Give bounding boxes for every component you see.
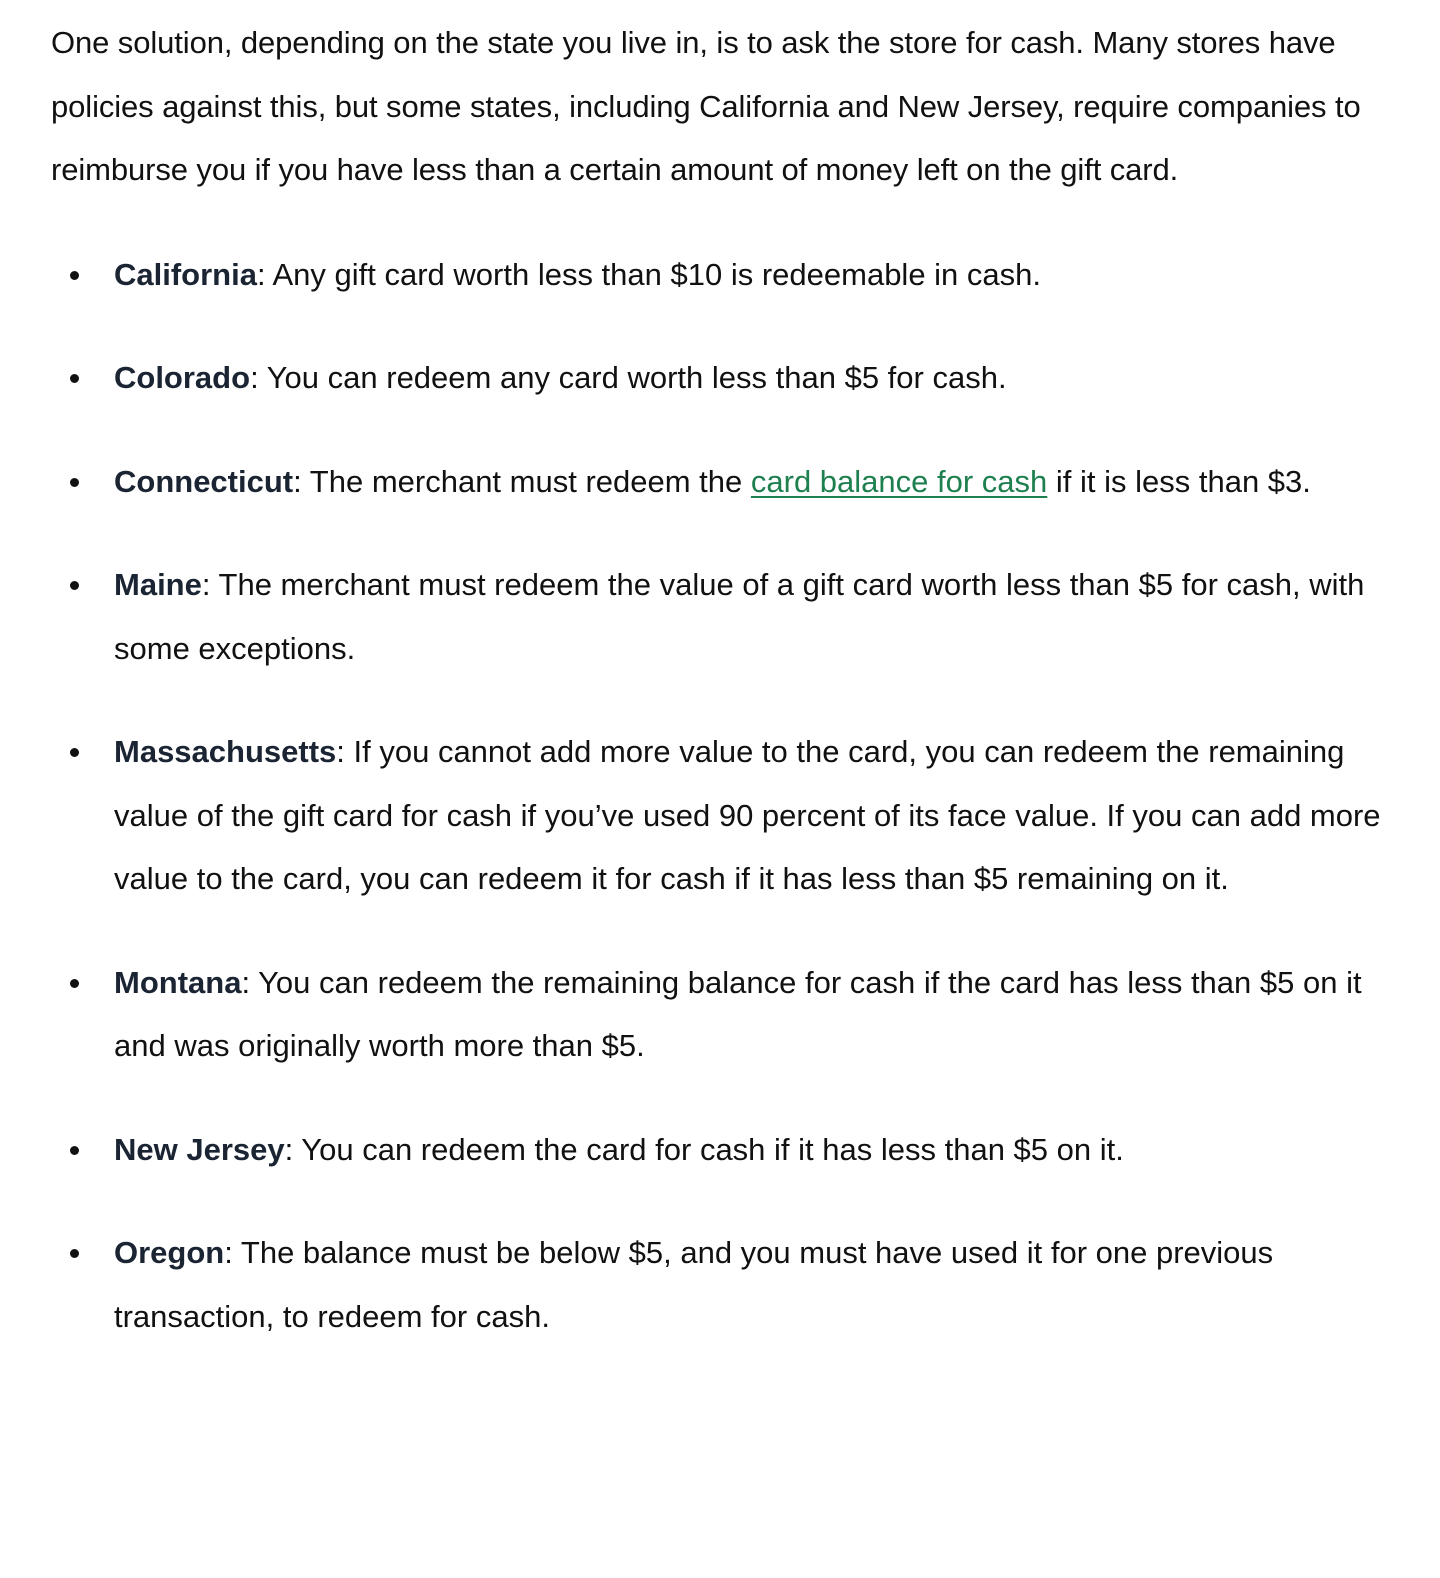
bullet-icon bbox=[70, 271, 79, 280]
state-name: Connecticut bbox=[114, 463, 294, 499]
state-name: Massachusetts bbox=[114, 734, 337, 769]
card-balance-link[interactable]: card balance for cash bbox=[750, 463, 1048, 499]
state-rule-text: : Any gift card worth less than $10 is redeemable in cash. bbox=[256, 256, 1042, 292]
bullet-icon bbox=[70, 478, 79, 487]
bullet-icon bbox=[70, 581, 79, 590]
state-rule-text: : The balance must be below $5, and you must have used it for one previous transaction, to redeem for cash. bbox=[114, 1235, 1274, 1334]
list-item-colorado bbox=[51, 346, 1388, 410]
list-item-connecticut bbox=[51, 450, 1388, 514]
list-item-oregon bbox=[51, 1221, 1388, 1348]
state-rule-text: : You can redeem the remaining balance for cash if the card has less than $5 on it and was originally worth more than $5. bbox=[114, 964, 1362, 1063]
state-name: Maine bbox=[114, 567, 202, 602]
state-rule-text: : The merchant must redeem the value of a gift card worth less than $5 for cash, with some exceptions. bbox=[114, 567, 1365, 666]
list-item-montana bbox=[51, 951, 1388, 1078]
bullet-icon bbox=[70, 1249, 79, 1258]
list-item-new-jersey bbox=[51, 1118, 1388, 1182]
bullet-icon bbox=[70, 1146, 79, 1155]
state-rule-text: : If you cannot add more value to the card, you can redeem the remaining value of the gift card for cash if you’ve used 90 percent of its face value. If you can add more value to the card, you can redeem it for cash if it has less than $5 remaining on it. bbox=[114, 734, 1381, 896]
state-name: New Jersey bbox=[114, 1131, 285, 1167]
state-rule-text: if it is less than $3. bbox=[1047, 463, 1311, 499]
list-item-massachusetts bbox=[51, 720, 1388, 911]
list-item-maine bbox=[51, 553, 1388, 680]
state-name: Colorado bbox=[114, 360, 251, 395]
bullet-icon bbox=[70, 374, 79, 383]
state-rule-text: : You can redeem the card for cash if it has less than $5 on it. bbox=[284, 1131, 1124, 1167]
bullet-icon bbox=[70, 748, 79, 757]
list-item-california bbox=[51, 243, 1388, 307]
state-name: Oregon bbox=[114, 1235, 225, 1270]
state-name: Montana bbox=[114, 964, 242, 1000]
state-rule-text: : You can redeem any card worth less than $5 for cash. bbox=[250, 360, 1007, 395]
state-rules-list bbox=[51, 243, 1388, 1349]
state-rule-text: : The merchant must redeem the bbox=[293, 463, 751, 499]
state-name: California bbox=[114, 256, 257, 292]
bullet-icon bbox=[70, 979, 79, 988]
intro-paragraph: One solution, depending on the state you live in, is to ask the store for cash. Many stores have policies against this, but some states, including California and New Jersey, require companies to reimburse you if you have less than a certain amount of money left on the gift card. bbox=[51, 25, 1361, 187]
